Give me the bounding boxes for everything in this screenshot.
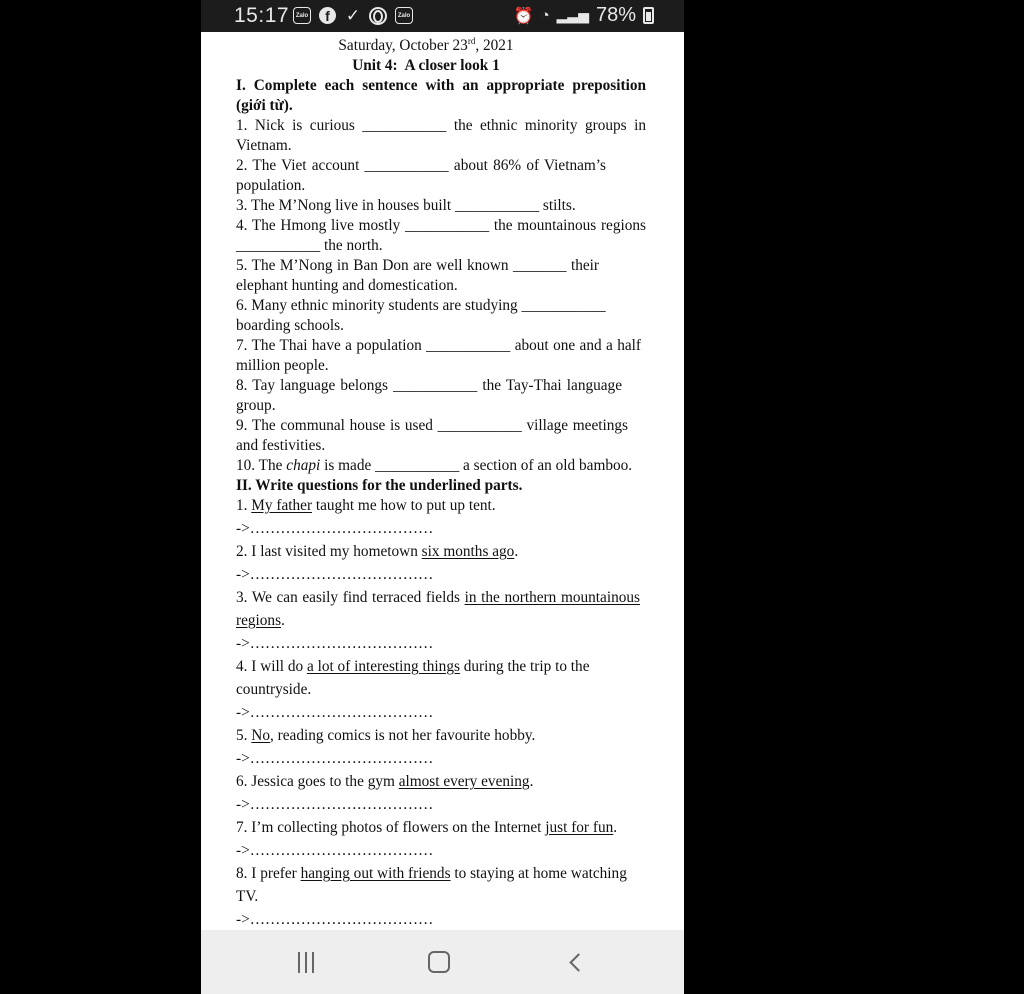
answer-line-6: ->……………………………… (236, 796, 434, 813)
exercise-1-q1: 1. Nick is curious ___________ the ethnic minority groups in (236, 117, 646, 134)
exercise-2-q8-cont: TV. (236, 888, 259, 905)
recent-apps-button[interactable] (295, 948, 317, 976)
exercise-2-q3: 3. We can easily find terraced fields in the northern mountainous (236, 589, 640, 606)
exercise-1-q3: 3. The M’Nong live in houses built ___________ stilts. (236, 197, 576, 214)
zalo-icon: Zalo (293, 7, 311, 24)
answer-line-5: ->……………………………… (236, 750, 434, 767)
answer-line-1: ->……………………………… (236, 520, 434, 537)
exercise-1-q2-cont: population. (236, 177, 306, 194)
exercise-2-q4: 4. I will do a lot of interesting things during the trip to the (236, 658, 590, 675)
answer-line-7: ->……………………………… (236, 842, 434, 859)
recents-bar-icon (312, 952, 314, 973)
exercise-1-q5: 5. The M’Nong in Ban Don are well known _______ their (236, 257, 599, 274)
battery-icon (643, 7, 654, 24)
back-button[interactable] (565, 948, 585, 976)
battery-percent: 78% (595, 4, 636, 26)
recents-bar-icon (298, 952, 300, 973)
wifi-icon: ◔ (540, 7, 550, 24)
exercise-1-q6-cont: boarding schools. (236, 317, 344, 334)
section-2-heading: II. Write questions for the underlined parts. (236, 477, 523, 494)
exercise-2-q1: 1. My father taught me how to put up tent. (236, 497, 496, 514)
opera-icon (369, 7, 387, 25)
status-right (514, 4, 654, 27)
exercise-1-q7-cont: million people. (236, 357, 329, 374)
phone-screen (201, 0, 684, 994)
exercise-1-q8-cont: group. (236, 397, 276, 414)
exercise-1-q4-cont: ___________ the north. (236, 237, 383, 254)
signal-icon: ▂▃▅ (556, 7, 589, 23)
exercise-1-q8: 8. Tay language belongs ___________ the Tay-Thai language (236, 377, 622, 394)
date-line: Saturday, October 23rd, 2021 (338, 35, 514, 54)
recents-bar-icon (305, 952, 307, 973)
exercise-2-q7: 7. I’m collecting photos of flowers on the Internet just for fun. (236, 819, 618, 836)
section-1-heading: I. Complete each sentence with an appropriate preposition (236, 77, 646, 94)
zalo-icon-2: Zalo (395, 7, 413, 24)
home-button[interactable] (428, 951, 450, 973)
status-time: 15:17 (234, 4, 290, 27)
exercise-1-q10: 10. The chapi is made ___________ a section of an old bamboo. (236, 457, 633, 474)
exercise-2-q5: 5. No, reading comics is not her favourite hobby. (236, 727, 536, 744)
exercise-1-q2: 2. The Viet account ___________ about 86% of Vietnam’s (236, 157, 606, 174)
exercise-2-q4-cont: countryside. (236, 681, 312, 698)
exercise-1-q6: 6. Many ethnic minority students are studying ___________ (236, 297, 606, 314)
unit-title: Unit 4: A closer look 1 (352, 57, 500, 74)
exercise-2-q8: 8. I prefer hanging out with friends to staying at home watching (236, 865, 627, 882)
facebook-icon: f (319, 7, 336, 24)
exercise-1-q9-cont: and festivities. (236, 437, 326, 454)
navigation-bar (201, 930, 684, 994)
answer-line-8: ->……………………………… (236, 911, 434, 928)
status-bar (201, 0, 684, 32)
answer-line-4: ->……………………………… (236, 704, 434, 721)
exercise-2-q3-cont: regions. (236, 612, 285, 629)
answer-line-2: ->……………………………… (236, 566, 434, 583)
section-1-heading-cont: (giới từ). (236, 97, 293, 114)
exercise-1-q1-cont: Vietnam. (236, 137, 292, 154)
alarm-icon: ⏰ (513, 7, 534, 25)
exercise-2-q2: 2. I last visited my hometown six months ago. (236, 543, 519, 560)
answer-line-3: ->……………………………… (236, 635, 434, 652)
download-done-icon: ✓ (345, 6, 361, 25)
exercise-2-q6: 6. Jessica goes to the gym almost every evening. (236, 773, 534, 790)
exercise-1-q9: 9. The communal house is used ___________ village meetings (236, 417, 628, 434)
exercise-1-q7: 7. The Thai have a population ___________ about one and a half (236, 337, 641, 354)
exercise-1-q4: 4. The Hmong live mostly ___________ the mountainous regions (236, 217, 646, 234)
exercise-1-q5-cont: elephant hunting and domestication. (236, 277, 458, 294)
